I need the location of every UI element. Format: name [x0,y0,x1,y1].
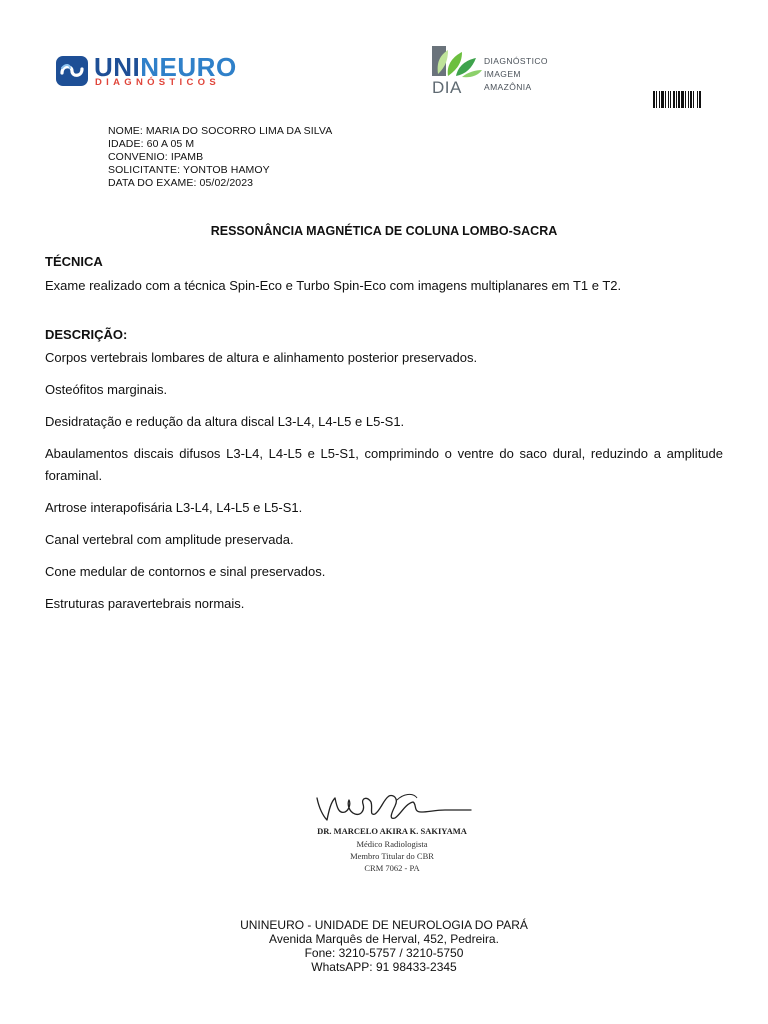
footer-address: Avenida Marquês de Herval, 452, Pedreira. [269,932,499,946]
exam-date: DATA DO EXAME: 05/02/2023 [108,177,254,189]
dia-subtitle [484,55,548,94]
footer-org: UNINEURO - UNIDADE DE NEUROLOGIA DO PARÁ [240,918,528,932]
descricao-item: Cone medular de contornos e sinal preservados. [45,564,326,579]
exam-title: RESSONÂNCIA MAGNÉTICA DE COLUNA LOMBO-SACRA [210,224,558,238]
doctor-crm: CRM 7062 - PA [364,863,420,873]
handwritten-signature [305,790,475,828]
descricao-heading: DESCRIÇÃO: [45,327,128,342]
descricao-item: Artrose interapofisária L3-L4, L4-L5 e L5-S1. [45,500,303,515]
footer-whatsapp: WhatsAPP: 91 98433-2345 [311,960,457,974]
patient-age: IDADE: 60 A 05 M [108,138,195,150]
doctor-name: DR. MARCELO AKIRA K. SAKIYAMA [317,826,467,836]
footer-phone: Fone: 3210-5757 / 3210-5750 [304,946,464,960]
unineuro-logo [56,52,237,92]
dia-abbr: DIA [432,78,462,97]
unineuro-mark-icon [56,56,88,86]
patient-info [108,125,332,190]
tecnica-heading: TÉCNICA [45,254,103,269]
patient-name: NOME: MARIA DO SOCORRO LIMA DA SILVA [108,125,333,137]
patient-requester: SOLICITANTE: YONTOB HAMOY [108,164,270,176]
descricao-item: Canal vertebral com amplitude preservada. [45,532,294,547]
descricao-item: Osteófitos marginais. [45,382,168,397]
dia-logo [432,44,572,98]
doctor-role: Médico Radiologista [356,839,428,849]
dia-leaf-icon [432,44,484,80]
tecnica-text: Exame realizado com a técnica Spin-Eco e Turbo Spin-Eco com imagens multiplanares em T1 e T2. [45,278,622,293]
signature-block [297,782,487,892]
dia-line3: AMAZÔNIA [484,82,532,92]
footer [0,918,768,974]
descricao-item: Estruturas paravertebrais normais. [45,596,245,611]
dia-line2: IMAGEM [484,69,521,79]
descricao-item: Desidratação e redução da altura discal L3-L4, L4-L5 e L5-S1. [45,414,405,429]
descricao-item: Corpos vertebrais lombares de altura e alinhamento posterior preservados. [45,350,478,365]
doctor-membership: Membro Titular do CBR [350,851,434,861]
patient-insurance: CONVENIO: IPAMB [108,151,204,163]
barcode-icon [653,91,723,108]
unineuro-subtitle: DIAGNÓSTICOS [95,77,220,88]
dia-line1: DIAGNÓSTICO [484,56,548,66]
unineuro-wordmark: UNINEURO [94,52,237,82]
descricao-item: Abaulamentos discais difusos L3-L4, L4-L5 e L5-S1, comprimindo o ventre do saco dural, reduzindo a amplitude foraminal. [45,446,723,483]
